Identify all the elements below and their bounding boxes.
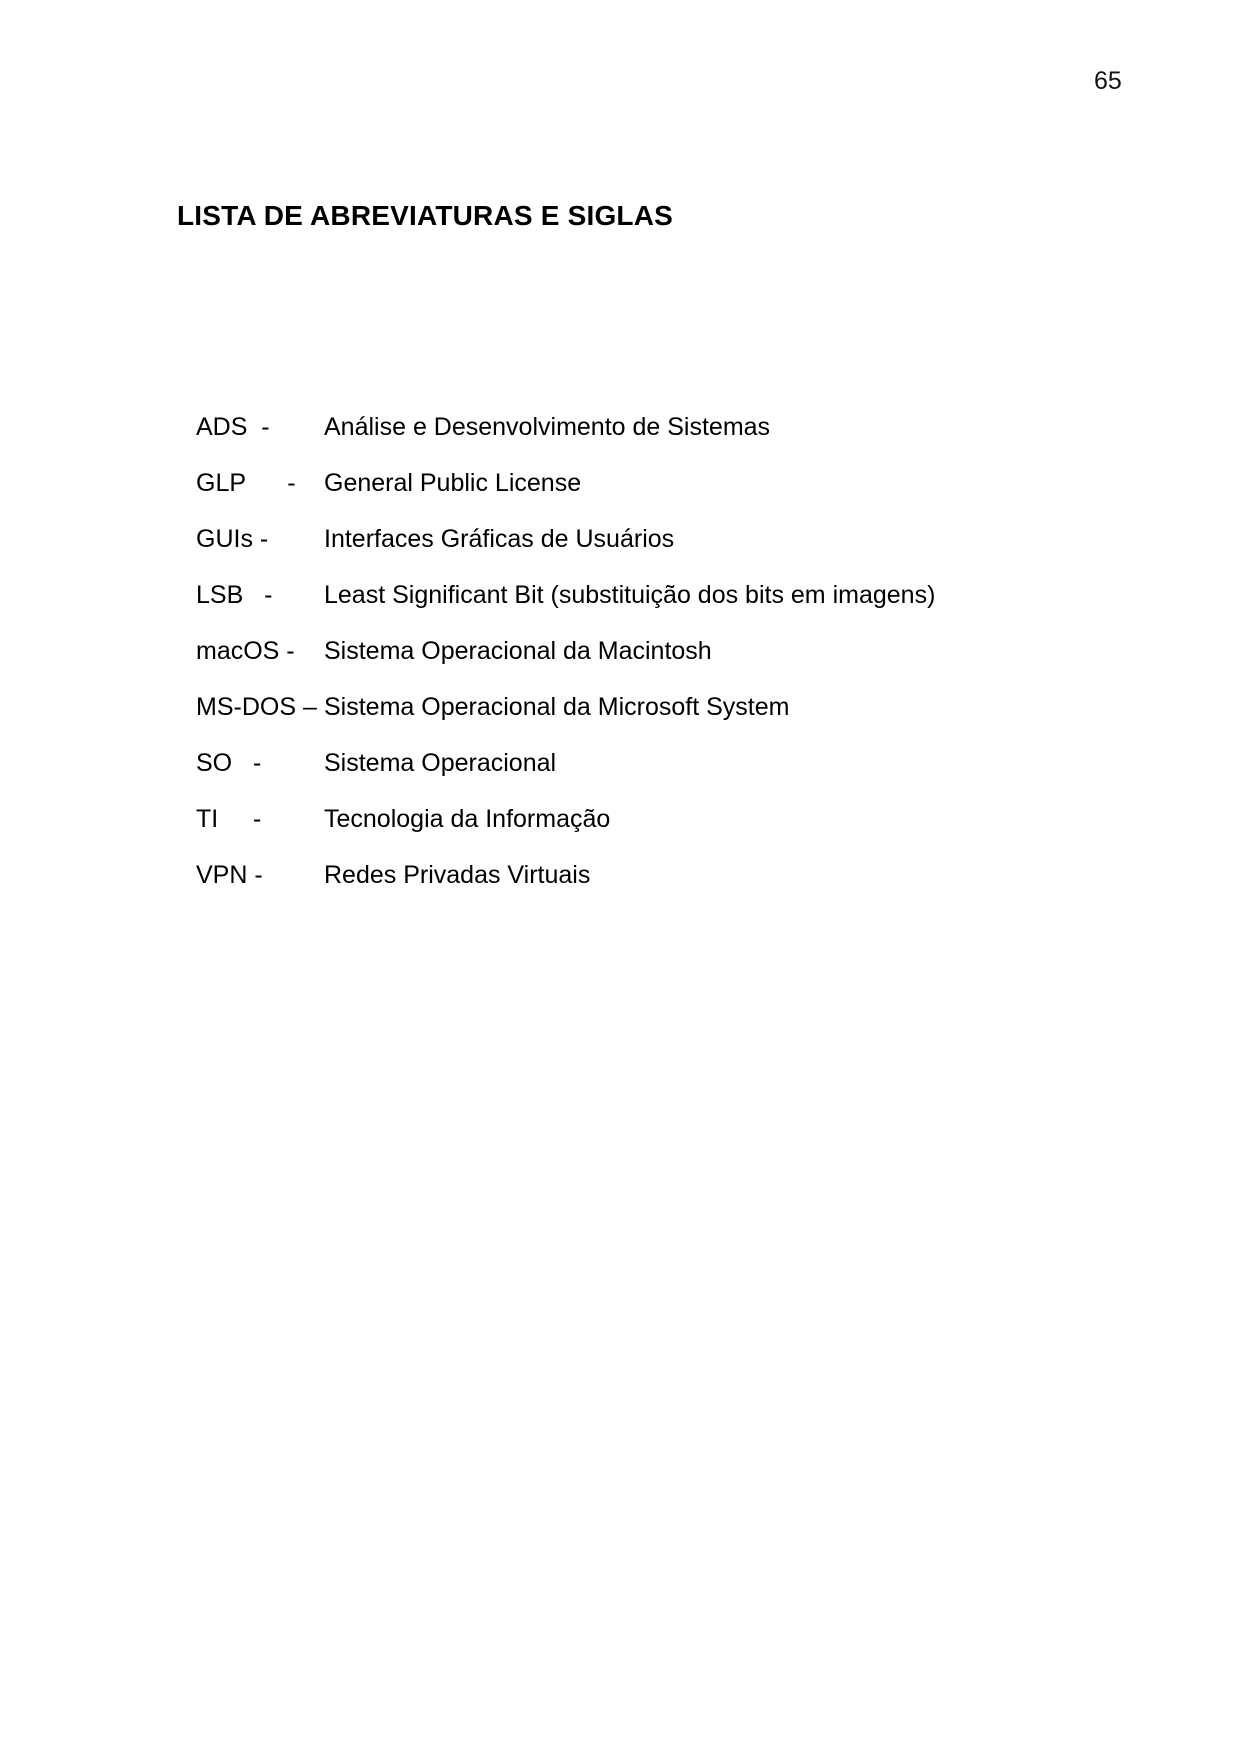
- abbreviation-label: SO -: [196, 749, 262, 777]
- abbreviation-row: [196, 804, 1096, 860]
- abbreviation-row: [196, 692, 1096, 748]
- abbreviation-list: [196, 412, 1096, 916]
- abbreviation-definition: General Public License: [324, 469, 582, 497]
- abbreviation-label: VPN -: [196, 861, 263, 889]
- abbreviation-label: macOS -: [196, 637, 295, 665]
- abbreviation-row: [196, 636, 1096, 692]
- abbreviation-definition: Análise e Desenvolvimento de Sistemas: [324, 413, 771, 441]
- abbreviation-label: LSB -: [196, 581, 273, 609]
- page-number: 65: [1094, 67, 1122, 95]
- abbreviation-row: [196, 860, 1096, 916]
- abbreviation-label: GLP -: [196, 469, 296, 497]
- abbreviation-definition: Interfaces Gráficas de Usuários: [324, 525, 675, 553]
- abbreviation-label: TI -: [196, 805, 262, 833]
- abbreviation-row: [196, 524, 1096, 580]
- abbreviation-label: GUIs -: [196, 525, 269, 553]
- abbreviation-label: MS-DOS –: [196, 693, 317, 721]
- abbreviation-definition: Least Significant Bit (substituição dos bits em imagens): [324, 581, 936, 609]
- abbreviation-definition: Sistema Operacional da Macintosh: [324, 637, 712, 665]
- abbreviation-row: [196, 468, 1096, 524]
- page-title: LISTA DE ABREVIATURAS E SIGLAS: [177, 200, 674, 231]
- abbreviation-row: [196, 748, 1096, 804]
- abbreviation-definition: Sistema Operacional: [324, 749, 557, 777]
- abbreviation-definition: Sistema Operacional da Microsoft System: [324, 693, 790, 721]
- abbreviation-row: [196, 412, 1096, 468]
- abbreviation-definition: Tecnologia da Informação: [324, 805, 611, 833]
- abbreviation-definition: Redes Privadas Virtuais: [324, 861, 591, 889]
- abbreviation-row: [196, 580, 1096, 636]
- abbreviation-label: ADS -: [196, 413, 270, 441]
